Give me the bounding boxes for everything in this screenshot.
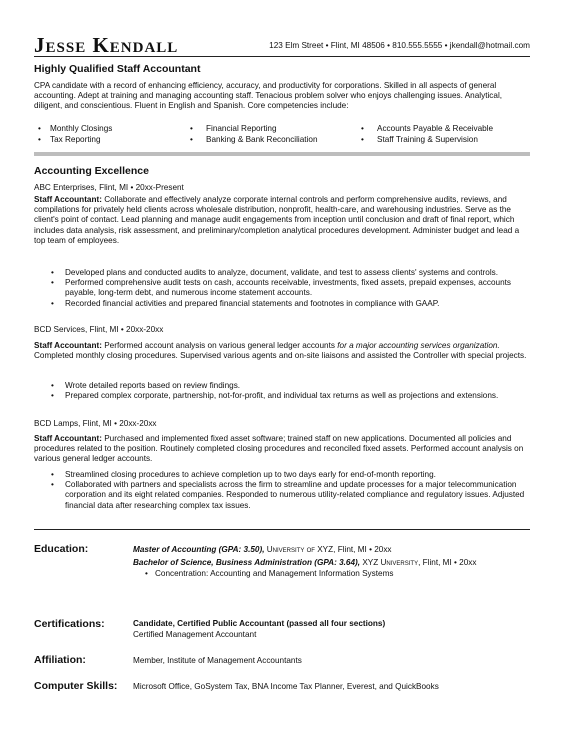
competency-column-3 [361,124,493,145]
job-description [34,434,530,465]
concentration-line: • Concentration: Accounting and Management Information Systems [145,568,394,578]
summary-paragraph: CPA candidate with a record of enhancing efficiency, accuracy, and productivity for corporations. Skilled in all aspects of general accounting. Adept at training and managing accounting staff. Tenacious problem solver who enjoys challenging issues. Analytical, diligent, and conscientious. Fluent in English and Spanish. Core competencies include: [34,81,503,111]
competency-item: • Financial Reporting [190,124,277,133]
list-item: • Recorded financial activities and prepared financial statements and footnotes in compliance with GAAP. [34,299,530,309]
job-description-text: Collaborate and effectively analyze corporate internal controls and perform comprehensive audits, reviews, and compilations for privately held clients across wholesale distribution, nonprofit, health-care, and warehousing industries. Serve as the client's point of contact. Lead planning and manage audit engagements from inception until conclusion and draft of final report, which includes data analysis, risk assessment, and preliminary/completion analytical procedures development. Administer budget and lead a top team of employees. [34,195,520,245]
candidate-name [34,34,178,56]
list-item: • Developed plans and conducted audits to analyze, document, validate, and test to assess clients' systems and controls. [34,268,530,278]
affiliation-label: Affiliation: [34,654,86,666]
list-item: • Streamlined closing procedures to achieve completion up to two days early for end-of-month reporting. [34,470,530,480]
certification-secondary: Certified Management Accountant [133,629,257,639]
certifications-label: Certifications: [34,618,105,630]
competency-column-1 [34,124,112,145]
computer-skills-details: Microsoft Office, GoSystem Tax, BNA Income Tax Planner, Everest, and QuickBooks [133,682,439,691]
job-description-emphasis: for a major accounting services organization. [337,341,500,350]
education-details [133,545,476,579]
certifications-details [133,619,385,641]
job-bullets [34,470,530,511]
job-bullets [34,268,530,309]
job-employer: ABC Enterprises, Flint, MI • 20xx-Present [34,183,184,192]
school-name: University of XYZ [266,545,334,554]
school-name: XYZ University [362,557,419,567]
headline: Highly Qualified Staff Accountant [34,63,201,75]
job-employer: BCD Lamps, Flint, MI • 20xx-20xx [34,419,157,428]
experience-section-title: Accounting Excellence [34,165,149,177]
job-description [34,195,530,246]
competency-item: • Accounts Payable & Receivable [361,124,494,133]
competency-item: • Tax Reporting [38,134,101,144]
competency-item: • Banking & Bank Reconciliation [190,134,318,144]
job-employer: BCD Services, Flint, MI • 20xx-20xx [34,325,164,334]
header-rule [34,56,530,57]
concentration-text: Concentration: Accounting and Management Information Systems [155,568,394,578]
contact-info: 123 Elm Street • Flint, MI 48506 • 810.555.5555 • jkendall@hotmail.com [269,41,530,50]
competency-item: • Monthly Closings [38,124,113,133]
competency-column-2 [190,124,318,145]
job-role: Staff Accountant: [34,434,102,443]
job-bullets [34,381,530,401]
job-role: Staff Accountant: [34,341,102,350]
certification-primary: Candidate, Certified Public Accountant (passed all four sections) [133,619,386,628]
job-description-text: Purchased and implemented fixed asset software; trained staff on new applications. Documented all policies and procedures related to the position. Routinely completed closing procedures and reconciled fixed assets. Performed account analysis on various general ledger accounts. [34,434,524,464]
job-role: Staff Accountant: [34,195,102,204]
list-item: • Collaborated with partners and specialists across the firm to streamline and update processes for a major telecommunication corporation and its eight related companies. Responded to numerous utility-related compliance and regulatory issues. Adjusted financial data after researching complex tax issues. [34,480,530,511]
job-description-text: Completed monthly closing procedures. Supervised various agents and on-site liaisons and assisted the Controller with special projects. [34,351,527,361]
competency-item: • Staff Training & Supervision [361,134,478,144]
school-location: , Flint, MI • 20xx [418,557,477,567]
list-item: • Performed comprehensive audit tests on cash, accounts receivable, investments, fixed assets, prepaid expenses, accounts payable, long-term debt, and numerous income statement accounts. [34,278,530,298]
name-text: Jesse Kendall [34,33,179,57]
computer-skills-label: Computer Skills: [34,680,118,692]
job-description [34,341,530,361]
degree-title: Master of Accounting (GPA: 3.50), [133,545,265,554]
education-label: Education: [34,543,89,555]
education-rule [34,529,530,530]
affiliation-details: Member, Institute of Management Accountants [133,656,302,665]
school-location: , Flint, MI • 20xx [333,545,392,554]
degree-line [133,558,476,569]
degree-title: Bachelor of Science, Business Administration (GPA: 3.64), [133,557,361,567]
degree-line [133,545,476,556]
section-divider [34,152,530,156]
job-description-text: Performed account analysis on various general ledger accounts [104,341,335,350]
list-item: • Prepared complex corporate, partnership, not-for-profit, and individual tax returns as well as projections and extensions. [34,391,530,401]
list-item: • Wrote detailed reports based on review findings. [34,381,530,391]
